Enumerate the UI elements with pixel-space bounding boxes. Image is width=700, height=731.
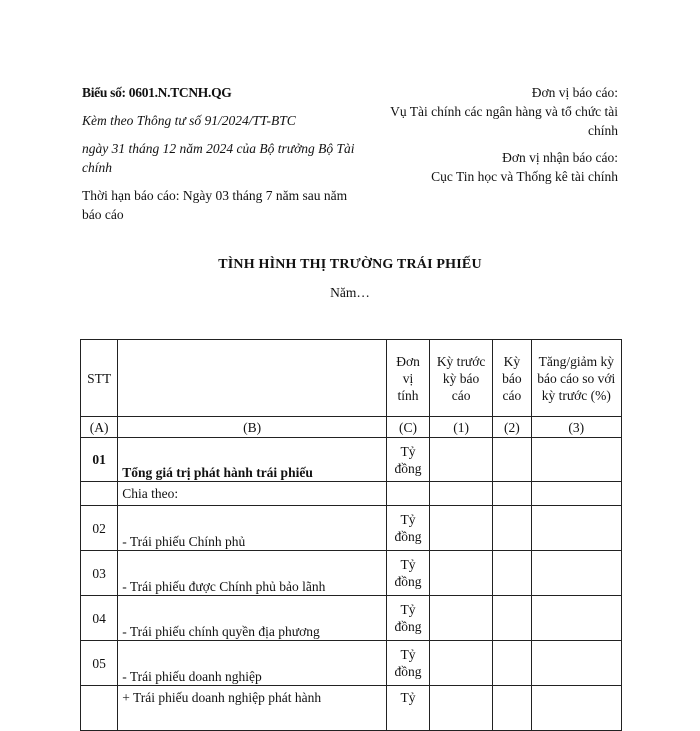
value-change-percent: [531, 438, 621, 482]
row-unit: Tỷ đồng: [387, 596, 430, 641]
header-name: [118, 340, 387, 417]
table-column-codes: [81, 417, 622, 438]
value-current-period: [493, 641, 531, 686]
table-row: [81, 506, 622, 551]
value-current-period: [493, 482, 531, 506]
row-unit: Tỷ đồng: [387, 438, 430, 482]
value-previous-period: [429, 438, 492, 482]
row-unit: Tỷ đồng: [387, 551, 430, 596]
value-current-period: [493, 686, 531, 731]
report-deadline: Thời hạn báo cáo: Ngày 03 tháng 7 năm sau năm báo cáo: [82, 188, 348, 222]
value-previous-period: [429, 596, 492, 641]
receiving-unit: Cục Tin học và Thống kê tài chính: [431, 169, 618, 184]
row-unit: Tỷ: [387, 686, 430, 731]
column-code: (C): [387, 417, 430, 438]
row-stt: [81, 686, 118, 731]
column-code: (3): [531, 417, 621, 438]
row-name: - Trái phiếu chính quyền địa phương: [118, 596, 387, 641]
row-stt: 05: [81, 641, 118, 686]
row-unit: Tỷ đồng: [387, 641, 430, 686]
bond-market-table: [80, 339, 622, 731]
report-title: TÌNH HÌNH THỊ TRƯỜNG TRÁI PHIẾU: [218, 257, 482, 272]
table-header-row: [81, 340, 622, 417]
value-current-period: [493, 438, 531, 482]
column-code: (A): [81, 417, 118, 438]
value-change-percent: [531, 551, 621, 596]
table-row: [81, 596, 622, 641]
value-change-percent: [531, 482, 621, 506]
row-name: - Trái phiếu được Chính phủ bảo lãnh: [118, 551, 387, 596]
row-stt: 01: [81, 438, 118, 482]
table-row: [81, 438, 622, 482]
row-stt: 02: [81, 506, 118, 551]
row-unit: [387, 482, 430, 506]
header-previous-period: Kỳ trước kỳ báo cáo: [429, 340, 492, 417]
value-change-percent: [531, 686, 621, 731]
value-current-period: [493, 551, 531, 596]
row-unit: Tỷ đồng: [387, 506, 430, 551]
row-stt: [81, 482, 118, 506]
receiving-unit-label: Đơn vị nhận báo cáo:: [502, 150, 618, 165]
reporting-unit-label: Đơn vị báo cáo:: [531, 85, 618, 100]
table-row: [81, 551, 622, 596]
table-row: [81, 641, 622, 686]
value-current-period: [493, 596, 531, 641]
table-row: [81, 686, 622, 731]
value-previous-period: [429, 482, 492, 506]
column-code: (B): [118, 417, 387, 438]
row-name: Tổng giá trị phát hành trái phiếu: [118, 438, 387, 482]
circular-date: ngày 31 tháng 12 năm 2024 của Bộ trưởng Bộ Tài chính: [82, 141, 355, 175]
form-info: [82, 83, 367, 233]
header-current-period: Kỳ báo cáo: [493, 340, 531, 417]
value-previous-period: [429, 686, 492, 731]
value-change-percent: [531, 506, 621, 551]
header-change-percent: Tăng/giảm kỳ báo cáo so với kỳ trước (%): [531, 340, 621, 417]
table-row: [81, 482, 622, 506]
value-previous-period: [429, 551, 492, 596]
value-current-period: [493, 506, 531, 551]
value-previous-period: [429, 641, 492, 686]
column-code: (2): [493, 417, 531, 438]
value-change-percent: [531, 641, 621, 686]
row-stt: 04: [81, 596, 118, 641]
header-stt: STT: [81, 340, 118, 417]
unit-info: [368, 83, 618, 186]
column-code: (1): [429, 417, 492, 438]
report-year: Năm…: [330, 285, 370, 300]
form-code: Biểu số: 0601.N.TCNH.QG: [82, 85, 232, 100]
value-previous-period: [429, 506, 492, 551]
row-name: Chia theo:: [118, 482, 387, 506]
header-unit: Đơn vị tính: [387, 340, 430, 417]
reporting-unit: Vụ Tài chính các ngân hàng và tổ chức tài chính: [390, 104, 618, 138]
row-name: - Trái phiếu Chính phủ: [118, 506, 387, 551]
value-change-percent: [531, 596, 621, 641]
row-name: - Trái phiếu doanh nghiệp: [118, 641, 387, 686]
row-stt: 03: [81, 551, 118, 596]
row-name: + Trái phiếu doanh nghiệp phát hành: [118, 686, 387, 731]
attached-circular: Kèm theo Thông tư số 91/2024/TT-BTC: [82, 113, 296, 128]
